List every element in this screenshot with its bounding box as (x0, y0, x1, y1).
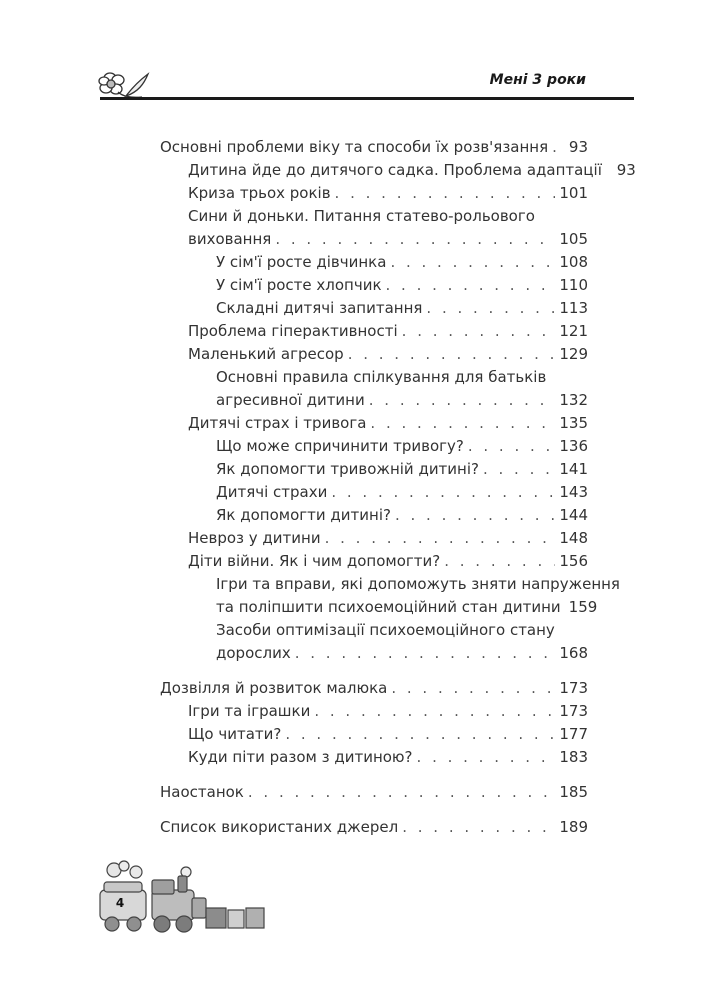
toc-label: У сім'ї росте хлопчик (216, 276, 382, 294)
section-gap (160, 665, 588, 677)
toc-page-number: 93 (616, 161, 636, 179)
toc-label: Дитячі страхи (216, 483, 328, 501)
toc-page-number: 101 (559, 184, 588, 202)
section-gap (160, 804, 588, 816)
toc-leader (417, 746, 556, 769)
toc-page-number: 168 (559, 644, 588, 662)
toc-leader (444, 550, 555, 573)
toc-label: Невроз у дитини (188, 529, 321, 547)
toc-label: Проблема гіперактивності (188, 322, 398, 340)
toc-page-number: 93 (568, 138, 588, 156)
toc-page-number: 173 (559, 679, 588, 697)
toc-entry (160, 700, 588, 723)
toc-page-number: 159 (568, 598, 598, 616)
toc-leader (275, 228, 555, 251)
section-gap (160, 769, 588, 781)
toc-leader (348, 343, 556, 366)
toc-label-line: Основні правила спілкування для батьків (216, 368, 547, 386)
toc-leader (402, 320, 556, 343)
toc-page-number: 132 (559, 391, 588, 409)
toc-page-number: 141 (559, 460, 588, 478)
toc-leader (468, 435, 556, 458)
toc-label: Дитина йде до дитячого садка. Проблема адаптації (188, 161, 602, 179)
toc-page-number: 189 (559, 818, 588, 836)
toc-label: Список використаних джерел (160, 818, 399, 836)
toc-page-number: 136 (559, 437, 588, 455)
toc-label: Як допомогти тривожній дитині? (216, 460, 479, 478)
toc-entry (160, 504, 588, 527)
toc-page-number: 105 (559, 230, 588, 248)
toc-entry (160, 412, 588, 435)
toc-label: У сім'ї росте дівчинка (216, 253, 387, 271)
toc-page-number: 156 (559, 552, 588, 570)
toc-leader (295, 642, 556, 665)
toc-page-number: 121 (559, 322, 588, 340)
toc-leader (552, 136, 558, 159)
toc-entry (160, 596, 598, 619)
toc-page-number: 108 (559, 253, 588, 271)
toc-label: Основні проблеми віку та способи їх розв'язання (160, 138, 549, 156)
toc-leader (395, 504, 555, 527)
running-title: Мені 3 роки (489, 72, 586, 88)
toc-label: Діти війни. Як і чим допомогти? (188, 552, 441, 570)
toc-section-heading (160, 816, 588, 839)
toc-section-heading (160, 136, 588, 159)
flower-icon (96, 66, 156, 106)
toc-page-number: 143 (559, 483, 588, 501)
toc-page-number: 177 (559, 725, 588, 743)
table-of-contents (160, 136, 636, 839)
toc-entry (160, 642, 588, 665)
toc-label: виховання (188, 230, 272, 248)
header-rule (100, 97, 634, 100)
toc-page-number: 173 (559, 702, 588, 720)
toc-label: Криза трьох років (188, 184, 331, 202)
toc-entry (160, 297, 588, 320)
toc-label: Ігри та іграшки (188, 702, 311, 720)
toc-page-number: 185 (559, 783, 588, 801)
toc-leader (248, 781, 555, 804)
toc-entry (160, 481, 588, 504)
toc-page-number: 110 (559, 276, 588, 294)
toc-entry (160, 723, 588, 746)
toc-leader (386, 274, 556, 297)
toc-leader (331, 481, 555, 504)
toc-entry (160, 746, 588, 769)
toc-leader (370, 412, 555, 435)
toc-label: Як допомогти дитині? (216, 506, 391, 524)
toc-label: та поліпшити психоемоційний стан дитини (216, 598, 561, 616)
toc-page-number: 183 (559, 748, 588, 766)
toc-entry (160, 228, 588, 251)
toc-label: Що може спричинити тривогу? (216, 437, 464, 455)
toc-leader (402, 816, 555, 839)
toc-label-line: Засоби оптимізації психоемоційного стану (216, 621, 555, 639)
toc-leader (369, 389, 556, 412)
toc-page-number: 113 (559, 299, 588, 317)
toc-leader (325, 527, 556, 550)
toc-leader (285, 723, 555, 746)
toc-page-number: 135 (559, 414, 588, 432)
toc-entry (160, 435, 588, 458)
page-number: 4 (115, 896, 125, 910)
toc-label: Дозвілля й розвиток малюка (160, 679, 388, 697)
toc-section-heading (160, 781, 588, 804)
toc-leader (483, 458, 555, 481)
toc-entry (160, 550, 588, 573)
toc-label: агресивної дитини (216, 391, 365, 409)
toc-entry (160, 389, 588, 412)
toc-entry (160, 159, 636, 182)
toc-label: Що читати? (188, 725, 282, 743)
toc-leader (335, 182, 556, 205)
toc-label: Складні дитячі запитання (216, 299, 423, 317)
toc-leader (391, 677, 555, 700)
toc-entry (160, 274, 588, 297)
toc-section-heading (160, 677, 588, 700)
toc-label: Куди піти разом з дитиною? (188, 748, 413, 766)
toc-entry (160, 527, 588, 550)
toc-leader (426, 297, 555, 320)
toc-entry (160, 320, 588, 343)
toc-leader (314, 700, 555, 723)
toc-page-number: 129 (559, 345, 588, 363)
toc-entry (160, 458, 588, 481)
toc-label: Наостанок (160, 783, 244, 801)
toc-label-line: Ігри та вправи, які допоможуть зняти напруження (216, 575, 620, 593)
toc-entry (160, 251, 588, 274)
toc-page-number: 144 (559, 506, 588, 524)
toc-label: Маленький агресор (188, 345, 344, 363)
toc-label: дорослих (216, 644, 291, 662)
toc-page-number: 148 (559, 529, 588, 547)
toc-label-line: Сини й доньки. Питання статево-рольового (188, 207, 535, 225)
toc-entry (160, 343, 588, 366)
toc-entry (160, 182, 588, 205)
toc-leader (390, 251, 555, 274)
toc-label: Дитячі страх і тривога (188, 414, 367, 432)
